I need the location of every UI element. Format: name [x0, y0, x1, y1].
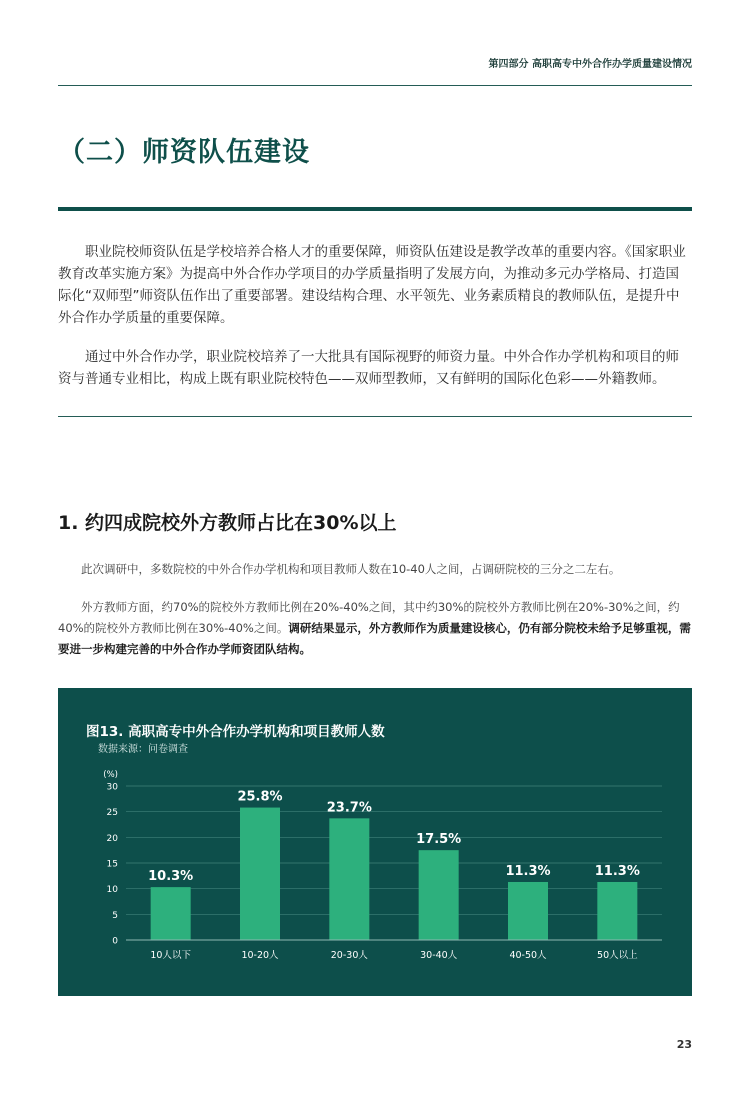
y-tick-label: 25 — [106, 808, 118, 819]
bar — [419, 850, 459, 940]
bar — [151, 887, 191, 940]
finding-text: 外方教师方面，约70%的院校外方教师比例在20%-40%之间，其中约30%的院校外方教师比例在20%-30%之间，约40%的院校外方教师比例在30%-40%之间。 — [58, 600, 680, 635]
data-label: 23.7% — [326, 800, 372, 816]
x-tick-label: 40-50人 — [509, 950, 547, 961]
y-axis-unit: (%) — [103, 770, 118, 780]
data-label: 17.5% — [416, 832, 462, 848]
x-tick-label: 10-20人 — [241, 950, 279, 961]
section-divider — [58, 416, 692, 417]
section-title-underline — [58, 207, 692, 211]
bar — [508, 882, 548, 940]
data-label: 11.3% — [505, 863, 551, 879]
x-tick-label: 20-30人 — [330, 950, 368, 961]
bar — [240, 808, 280, 940]
bar-chart — [58, 688, 692, 996]
x-tick-label: 10人以下 — [150, 950, 191, 961]
subsection-title: 1. 约四成院校外方教师占比在30%以上 — [58, 512, 397, 534]
intro-paragraph-1: 职业院校师资队伍是学校培养合格人才的重要保障，师资队伍建设是教学改革的重要内容。《国家职业教育改革实施方案》为提高中外合作办学项目的办学质量指明了发展方向，为推动多元办学格局、打造国际化“双师型”师资队伍作出了重要部署。建设结构合理、水平领先、业务素质精良的教师队伍，是提升中外合作办学质量的重要保障。 — [58, 244, 686, 326]
y-tick-label: 5 — [112, 910, 118, 921]
x-tick-label: 50人以上 — [597, 950, 638, 961]
bar — [597, 882, 637, 940]
y-tick-label: 0 — [112, 936, 118, 947]
y-tick-label: 30 — [106, 782, 118, 793]
section-title: （二）师资队伍建设 — [58, 137, 310, 168]
y-tick-label: 20 — [106, 833, 118, 844]
y-tick-label: 15 — [106, 859, 118, 870]
running-head: 第四部分 高职高专中外合作办学质量建设情况 — [488, 59, 692, 70]
finding-paragraph-1: 此次调研中，多数院校的中外合作办学机构和项目教师人数在10-40人之间，占调研院校的三分之二左右。 — [81, 562, 621, 576]
finding-paragraph-2 — [58, 597, 692, 660]
figure-source: 数据来源：问卷调查 — [98, 744, 188, 755]
x-tick-label: 30-40人 — [420, 950, 458, 961]
data-label: 25.8% — [237, 789, 283, 805]
header-divider — [58, 85, 692, 86]
intro-paragraph-2: 通过中外合作办学，职业院校培养了一大批具有国际视野的师资力量。中外合作办学机构和项目的师资与普通专业相比，构成上既有职业院校特色——双师型教师，又有鲜明的国际化色彩——外籍教师。 — [58, 349, 679, 387]
data-label: 11.3% — [594, 863, 640, 879]
finding-conclusion: 调研结果显示，外方教师作为质量建设核心，仍有部分院校未给予足够重视，需要进一步构建完善的中外合作办学师资团队结构。 — [58, 621, 691, 656]
bar — [329, 818, 369, 940]
y-tick-label: 10 — [106, 885, 118, 896]
page-number: 23 — [676, 1038, 692, 1051]
data-label: 10.3% — [148, 869, 194, 885]
figure-panel — [58, 688, 692, 996]
figure-title: 图13. 高职高专中外合作办学机构和项目教师人数 — [86, 724, 385, 740]
